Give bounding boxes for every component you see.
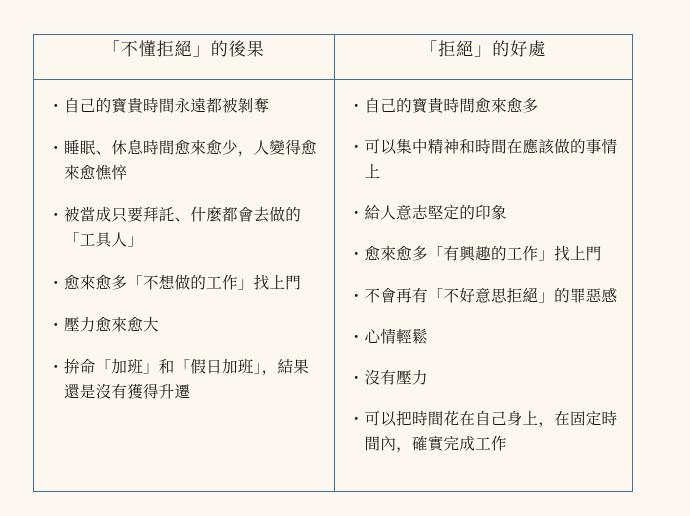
- list-item: [345, 366, 622, 391]
- list-item: [345, 94, 622, 119]
- cell-consequences: [34, 80, 335, 492]
- bullet-icon: ・: [348, 327, 365, 346]
- consequences-list: [44, 94, 324, 405]
- list-item-text: 拚命「加班」和「假日加班」，結果還是沒有獲得升遷: [64, 357, 310, 401]
- bullet-icon: ・: [348, 409, 365, 428]
- list-item-text: 愈來愈多「不想做的工作」找上門: [64, 273, 302, 292]
- column-header-consequences: 「不懂拒絕」的後果: [34, 35, 335, 80]
- bullet-icon: ・: [48, 97, 64, 115]
- list-item: [345, 242, 622, 267]
- list-item-text: 心情輕鬆: [364, 327, 428, 346]
- bullet-icon: ・: [48, 315, 64, 334]
- cell-benefits: [334, 80, 632, 492]
- list-item-text: 睡眠、休息時間愈來愈少，人變得愈來愈憔悴: [64, 139, 317, 183]
- list-item: [44, 355, 324, 405]
- list-item: [44, 136, 324, 186]
- list-item-text: 自己的寶貴時間永遠都被剝奪: [64, 97, 270, 115]
- bullet-icon: ・: [348, 245, 365, 264]
- list-item-text: 可以把時間花在自己身上，在固定時間內，確實完成工作: [364, 409, 618, 453]
- list-item-text: 不會再有「不好意思拒絕」的罪惡感: [364, 286, 618, 305]
- list-item-text: 可以集中精神和時間在應該做的事情上: [364, 138, 618, 182]
- list-item-text: 被當成只要拜託、什麼都會去做的「工具人」: [64, 206, 302, 250]
- list-item: [345, 201, 622, 226]
- list-item: [44, 94, 324, 119]
- bullet-icon: ・: [48, 357, 64, 376]
- list-item: [345, 135, 622, 185]
- bullet-icon: ・: [348, 368, 365, 387]
- list-item: [345, 325, 622, 350]
- bullet-icon: ・: [348, 138, 365, 157]
- bullet-icon: ・: [348, 286, 365, 305]
- benefits-list: [345, 94, 622, 457]
- list-item-text: 愈來愈多「有興趣的工作」找上門: [364, 245, 602, 264]
- bullet-icon: ・: [48, 273, 64, 292]
- table-body: [34, 80, 633, 492]
- list-item-text: 給人意志堅定的印象: [364, 204, 507, 223]
- list-item-text: 壓力愈來愈大: [64, 315, 159, 334]
- bullet-icon: ・: [48, 206, 64, 225]
- bullet-icon: ・: [348, 204, 365, 223]
- table-header: [34, 35, 633, 80]
- table-header-row: [34, 35, 633, 80]
- list-item: [345, 284, 622, 309]
- table-row: [34, 80, 633, 492]
- list-item-text: 自己的寶貴時間愈來愈多: [364, 97, 539, 115]
- bullet-icon: ・: [48, 139, 64, 158]
- comparison-table: [33, 34, 633, 492]
- list-item: [345, 407, 622, 457]
- comparison-table-wrapper: [33, 34, 633, 492]
- list-item-text: 沒有壓力: [364, 368, 428, 387]
- column-header-benefits: 「拒絕」的好處: [334, 35, 632, 80]
- list-item: [44, 203, 324, 253]
- bullet-icon: ・: [348, 97, 365, 115]
- list-item: [44, 271, 324, 296]
- list-item: [44, 313, 324, 338]
